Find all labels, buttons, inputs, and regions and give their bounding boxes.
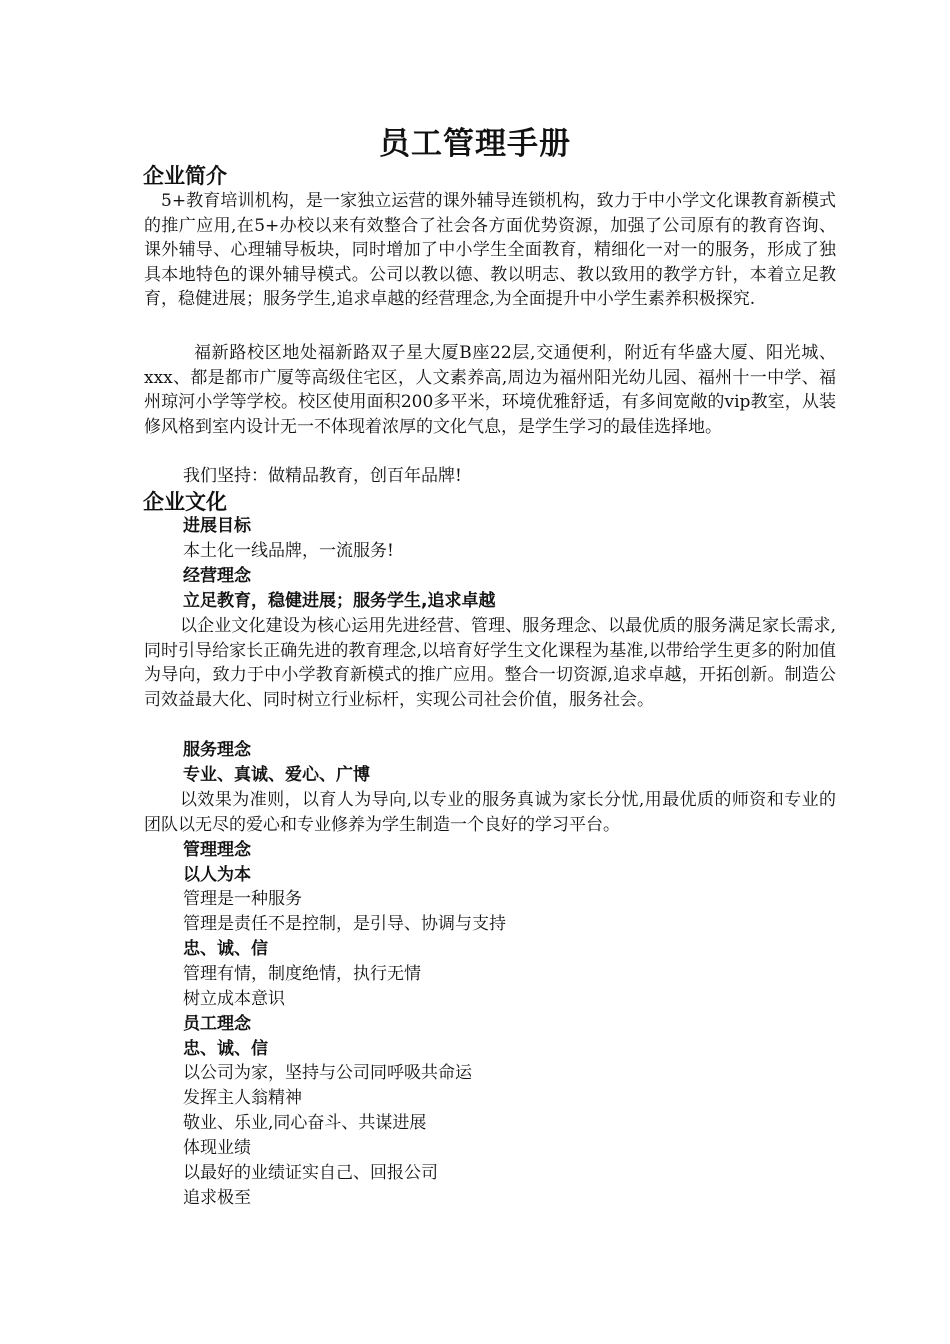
staff-line-4: 体现业绩 xyxy=(183,1138,251,1158)
business-philosophy-slogan: 立足教育，稳健进展；服务学生,追求卓越 xyxy=(183,591,496,611)
staff-line-5: 以最好的业绩证实自己、回报公司 xyxy=(183,1163,438,1183)
goal-heading: 进展目标 xyxy=(183,516,251,536)
section-heading-culture: 企业文化 xyxy=(143,490,227,514)
staff-philosophy-heading: 员工理念 xyxy=(183,1014,251,1034)
staff-line-3: 敬业、乐业,同心奋斗、共谋进展 xyxy=(183,1113,427,1133)
management-line-2: 管理是责任不是控制，是引导、协调与支持 xyxy=(183,914,506,934)
management-line-3: 管理有情，制度绝情，执行无情 xyxy=(183,964,421,984)
page-title: 员工管理手册 xyxy=(379,126,571,162)
service-philosophy-slogan: 专业、真诚、爱心、广博 xyxy=(183,765,370,785)
staff-line-2: 发挥主人翁精神 xyxy=(183,1088,302,1108)
business-philosophy-text: 以企业文化建设为核心运用先进经营、管理、服务理念、以最优质的服务满足家长需求,同时引导给家长正确先进的教育理念,以培育好学生文化课程为基准,以带给学生更多的附加值为导向，致力于中小学教育新模式的推广应用。整合一切资源,追求卓越，开拓创新。制造公司效益最大化、同时树立行业标杆，实现公司社会价值，服务社会。 xyxy=(144,616,836,710)
business-philosophy-heading: 经营理念 xyxy=(183,566,251,586)
service-philosophy-text: 以效果为准则，以育人为导向,以专业的服务真诚为家长分忧,用最优质的师资和专业的团队以无尽的爱心和专业修养为学生制造一个良好的学习平台。 xyxy=(144,790,836,835)
management-line-4: 树立成本意识 xyxy=(183,989,285,1009)
intro-paragraph-2: 福新路校区地处福新路双子星大厦B座22层,交通便利，附近有华盛大厦、阳光城、xxx、都是都市广厦等高级住宅区，人文素养高,周边为福州阳光幼儿园、福州十一中学、福州琼河小学等学校。校区使用面积200多平米，环境优雅舒适，有多间宽敞的vip教室，从装修风格到室内设计无一不体现着浓厚的文化气息，是学生学习的最佳选择地。 xyxy=(144,343,836,437)
intro-paragraph-1: 5+教育培训机构，是一家独立运营的课外辅导连锁机构，致力于中小学文化课教育新模式的推广应用,在5+办校以来有效整合了社会各方面优势资源，加强了公司原有的教育咨询、课外辅导、心理辅导板块，同时增加了中小学生全面教育，精细化一对一的服务，形成了独具本地特色的课外辅导模式。公司以教以德、教以明志、教以致用的教学方针，本着立足教育，稳健进展；服务学生,追求卓越的经营理念,为全面提升中小学生素养积极探究. xyxy=(144,191,836,309)
management-subheading-loyalty: 忠、诚、信 xyxy=(183,939,268,959)
staff-line-1: 以公司为家，坚持与公司同呼吸共命运 xyxy=(183,1063,472,1083)
service-philosophy-heading: 服务理念 xyxy=(183,740,251,760)
management-line-1: 管理是一种服务 xyxy=(183,889,302,909)
management-subheading-people: 以人为本 xyxy=(183,865,251,885)
goal-text: 本土化一线品牌，一流服务! xyxy=(183,541,394,561)
intro-paragraph-3: 我们坚持：做精品教育，创百年品牌! xyxy=(183,466,462,486)
staff-line-6: 追求极至 xyxy=(183,1188,251,1208)
management-philosophy-heading: 管理理念 xyxy=(183,840,251,860)
section-heading-intro: 企业简介 xyxy=(143,164,227,188)
staff-subheading-loyalty: 忠、诚、信 xyxy=(183,1039,268,1059)
